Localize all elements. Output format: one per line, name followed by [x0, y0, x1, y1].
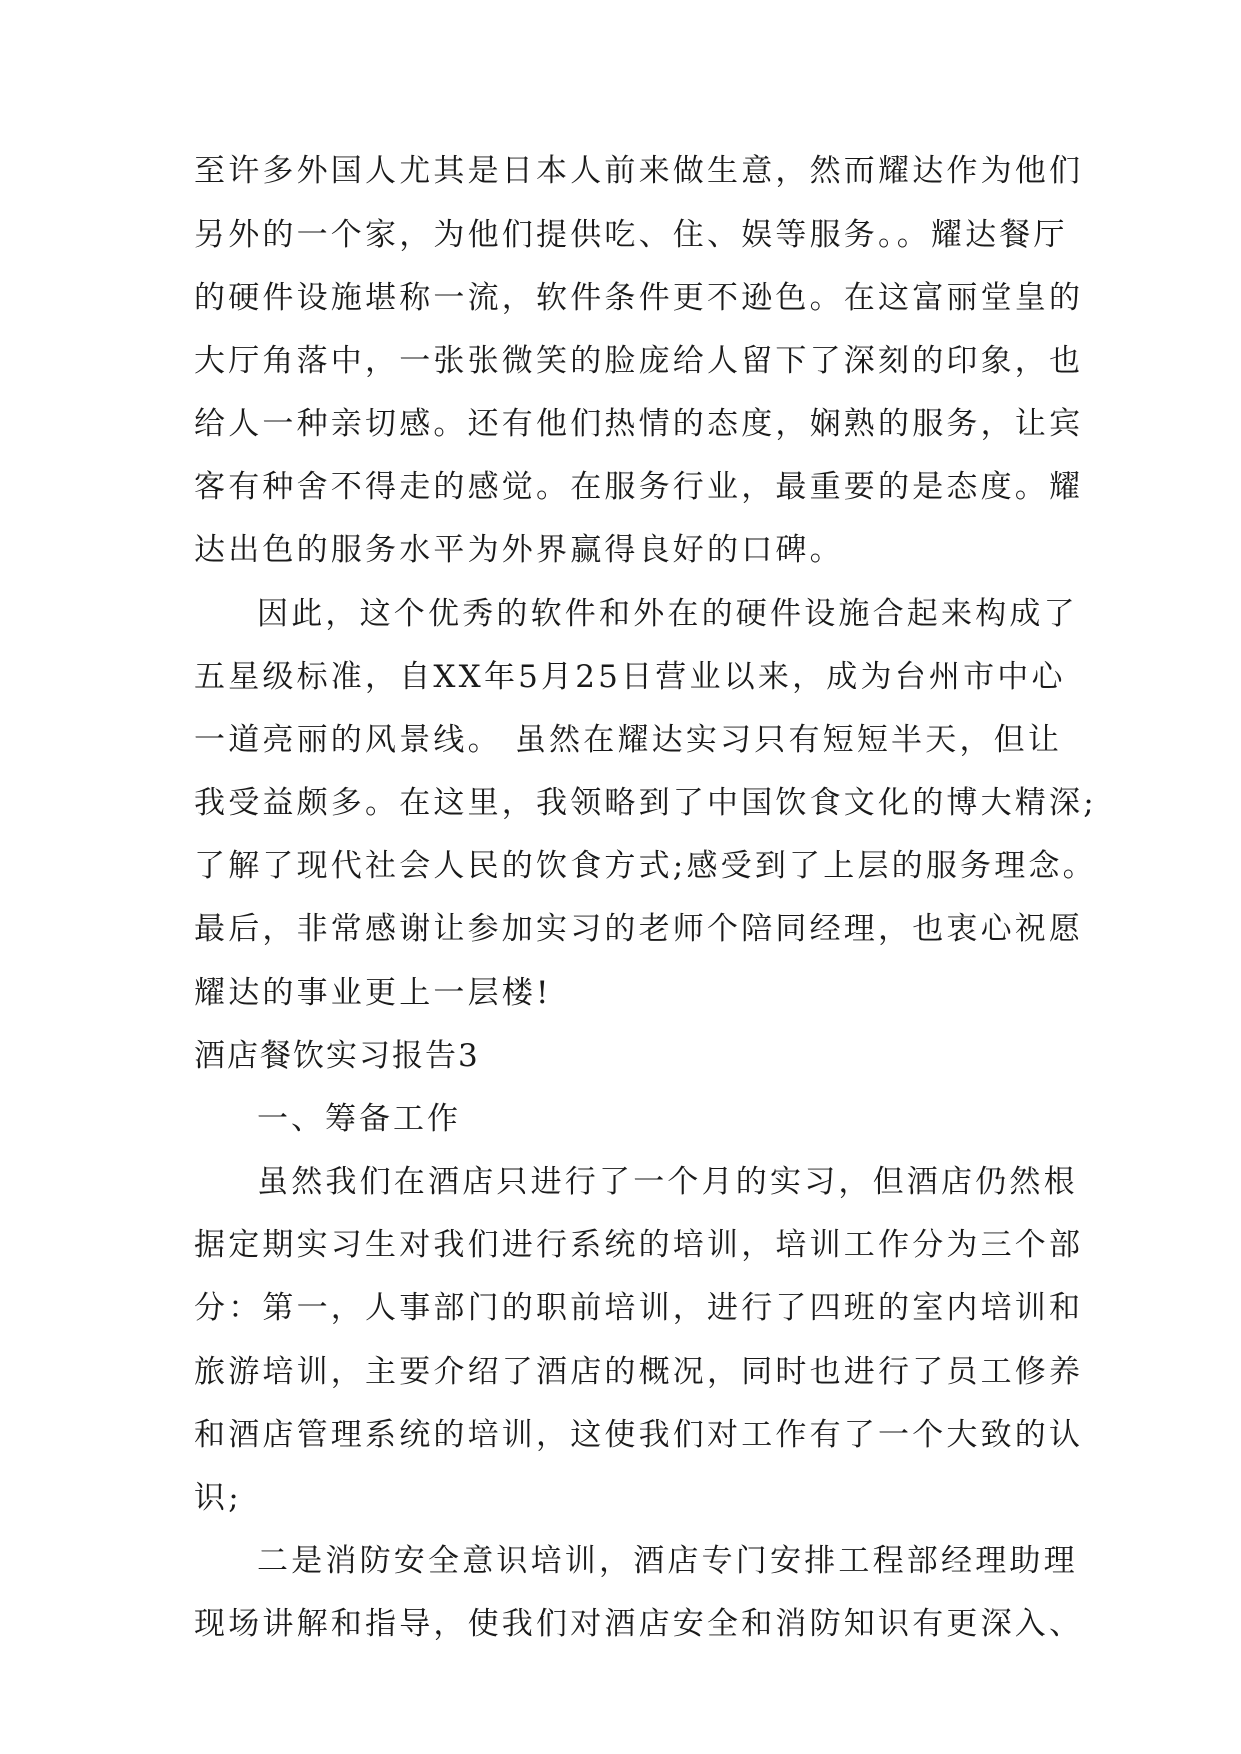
- paragraph-line: 分：第一，人事部门的职前培训，进行了四班的室内培训和: [194, 1290, 1084, 1326]
- paragraph-line: 虽然我们在酒店只进行了一个月的实习，但酒店仍然根: [257, 1164, 1078, 1200]
- paragraph-line: 耀达的事业更上一层楼!: [194, 975, 552, 1011]
- paragraph-line: 给人一种亲切感。还有他们热情的态度，娴熟的服务，让宾: [194, 406, 1084, 442]
- paragraph-line: 了解了现代社会人民的饮食方式;感受到了上层的服务理念。: [194, 848, 1097, 884]
- paragraph-line: 的硬件设施堪称一流，软件条件更不逊色。在这富丽堂皇的: [194, 280, 1084, 316]
- paragraph-line: 最后，非常感谢让参加实习的老师个陪同经理，也衷心祝愿: [194, 911, 1084, 947]
- paragraph-line: 至许多外国人尤其是日本人前来做生意，然而耀达作为他们: [194, 153, 1084, 189]
- paragraph-line: 和酒店管理系统的培训，这使我们对工作有了一个大致的认: [194, 1417, 1084, 1453]
- paragraph-line: 二是消防安全意识培训，酒店专门安排工程部经理助理: [257, 1543, 1078, 1579]
- paragraph-line: 大厅角落中，一张张微笑的脸庞给人留下了深刻的印象，也: [194, 343, 1084, 379]
- paragraph-line: 另外的一个家，为他们提供吃、住、娱等服务。。耀达餐厅: [194, 217, 1068, 253]
- paragraph-line: 五星级标准，自XX年5月25日营业以来，成为台州市中心: [194, 659, 1066, 695]
- paragraph-line: 我受益颇多。在这里，我领略到了中国饮食文化的博大精深;: [194, 785, 1097, 821]
- paragraph-line: 因此，这个优秀的软件和外在的硬件设施合起来构成了: [257, 596, 1078, 632]
- paragraph-line: 据定期实习生对我们进行系统的培训，培训工作分为三个部: [194, 1227, 1084, 1263]
- paragraph-line: 客有种舍不得走的感觉。在服务行业，最重要的是态度。耀: [194, 469, 1084, 505]
- paragraph-line: 一道亮丽的风景线。 虽然在耀达实习只有短短半天，但让: [194, 722, 1063, 758]
- section-heading: 酒店餐饮实习报告3: [194, 1038, 480, 1074]
- subsection-heading: 一、筹备工作: [257, 1101, 461, 1137]
- paragraph-line: 识;: [194, 1480, 242, 1516]
- paragraph-line: 现场讲解和指导，使我们对酒店安全和消防知识有更深入、: [194, 1606, 1084, 1642]
- paragraph-line: 旅游培训，主要介绍了酒店的概况，同时也进行了员工修养: [194, 1354, 1084, 1390]
- paragraph-line: 达出色的服务水平为外界赢得良好的口碑。: [194, 532, 844, 568]
